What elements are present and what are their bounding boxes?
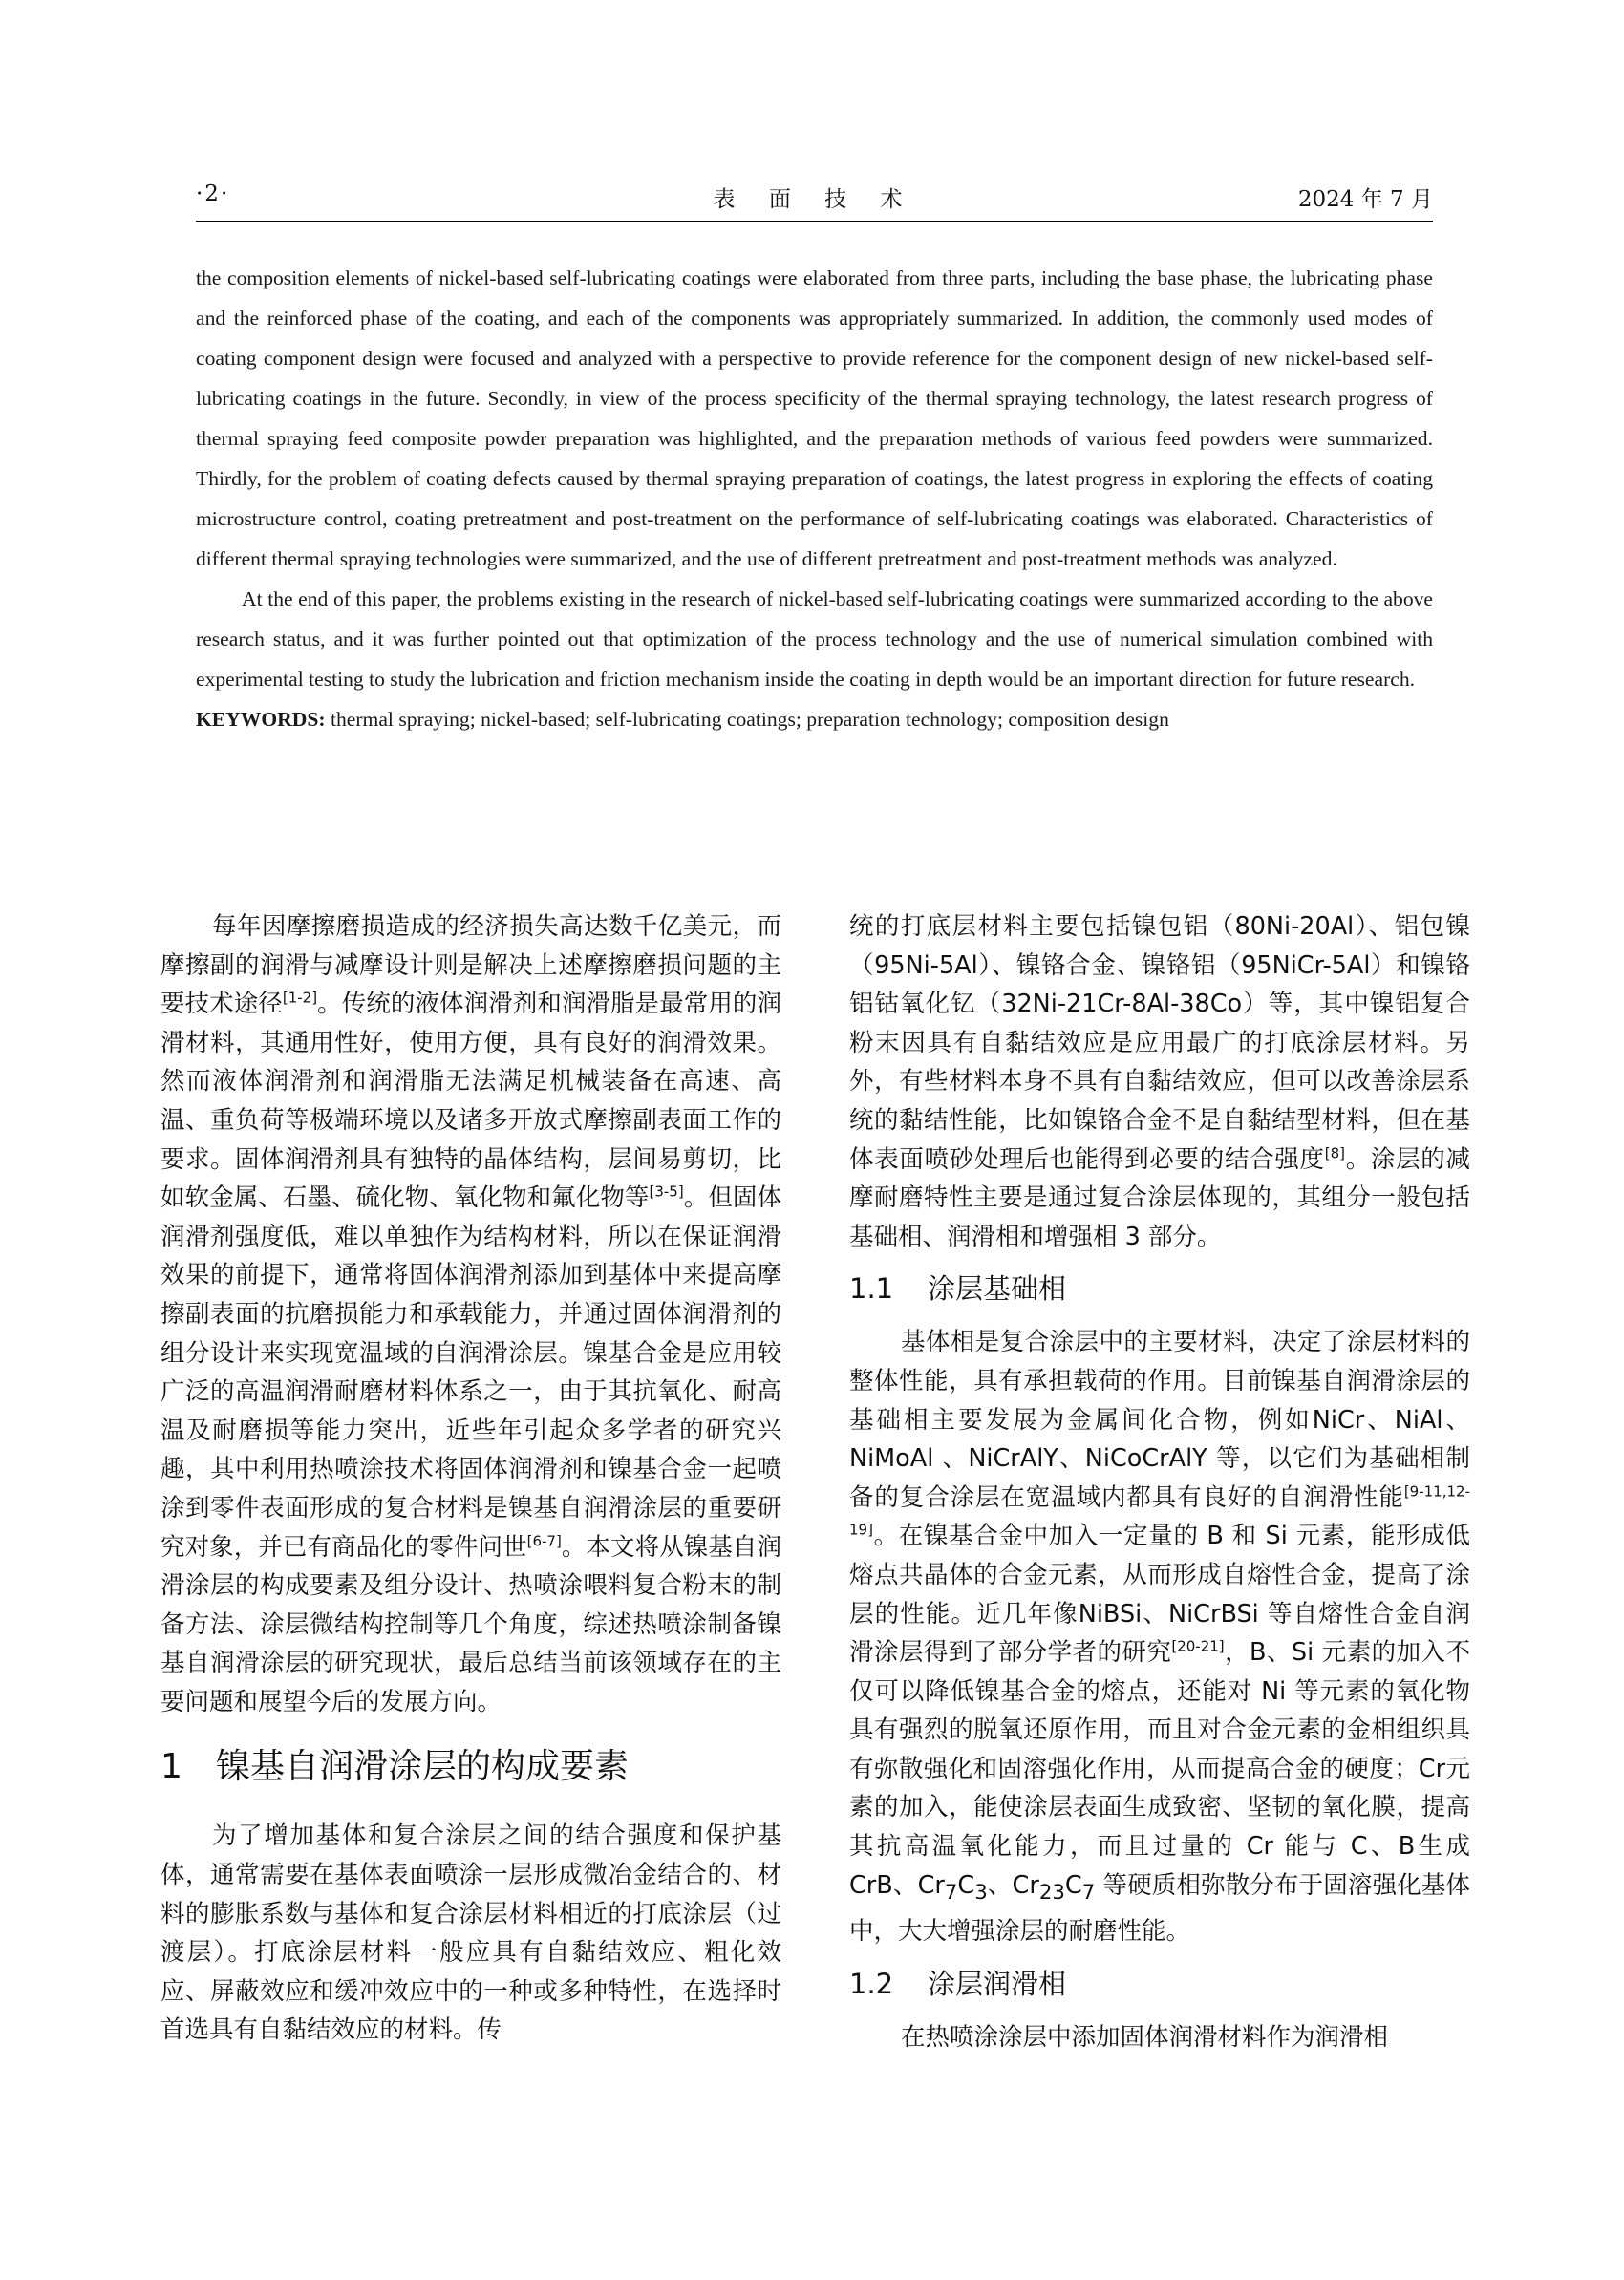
keywords-text: thermal spraying; nickel-based; self-lubricating coatings; preparation technology; composition design — [325, 708, 1169, 731]
section-paragraph: 统的打底层材料主要包括镍包铝（80Ni-20Al）、铝包镍（95Ni-5Al）、镍铬合金、镍铬铝（95NiCr-5Al）和镍铬铝钴氧化钇（32Ni-21Cr-8Al-38Co）等，其中镍铝复合粉末因具有自黏结效应是应用最广的打底涂层材料。另外，有些材料本身不具有自黏结效应，但可以改善涂层系统的黏结性能，比如镍铬合金不是自黏结型材料，但在基体表面喷砂处理后也能得到必要的结合强度[8]。涂层的减摩耐磨特性主要是通过复合涂层体现的，其组分一般包括基础相、润滑相和增强相 3 部分。 — [849, 912, 1470, 1251]
citation: [1-2] — [282, 989, 318, 1007]
subsection-number: 1.2 — [849, 1967, 894, 2000]
citation: [20-21] — [1171, 1637, 1225, 1655]
section-title: 镍基自润滑涂层的构成要素 — [216, 1747, 630, 1787]
subsection-title: 涂层润滑相 — [928, 1967, 1067, 2000]
header-rule — [196, 221, 1433, 222]
abstract-paragraph: the composition elements of nickel-based self-lubricating coatings were elaborated from three parts, including the base phase, the lubricating phase and the reinforced phase of the coating, and each of the components was appropriately summarized. In addition, the commonly used modes of coating component design were focused and analyzed with a perspective to provide reference for the component design of new nickel-based self-lubricating coatings in the future. Secondly, in view of the process specificity of the thermal spraying technology, the latest research progress of thermal spraying feed composite powder preparation was highlighted, and the preparation methods of various feed powders were summarized. Thirdly, for the problem of coating defects caused by thermal spraying preparation of coatings, the latest progress in exploring the effects of coating microstructure control, coating pretreatment and post-treatment on the performance of self-lubricating coatings was elaborated. Characteristics of different thermal spraying technologies were summarized, and the use of different pretreatment and post-treatment methods was analyzed. — [196, 266, 1433, 570]
subsection-heading-1-1 — [849, 1269, 1470, 1308]
section-paragraph: 在热喷涂涂层中添加固体润滑材料作为润滑相 — [901, 2022, 1389, 2052]
issue-date: 2024 年 7 月 — [1297, 187, 1433, 212]
subsection-title: 涂层基础相 — [928, 1272, 1067, 1306]
journal-title: 表 面 技 术 — [713, 187, 916, 212]
english-abstract — [196, 258, 1433, 739]
section-heading-1 — [160, 1746, 781, 1788]
citation: [3-5] — [649, 1183, 684, 1201]
citation: [9-11,12-19] — [849, 1482, 1470, 1539]
section-paragraph: 基体相是复合涂层中的主要材料，决定了涂层材料的整体性能，具有承担载荷的作用。目前镍基自润滑涂层的基础相主要发展为金属间化合物，例如NiCr、NiAl、NiMoAl 、NiCrAlY、NiCoCrAlY 等，以它们为基础相制备的复合涂层在宽温域内都具有良好的自润滑性能[9-11,12-19]。在镍基合金中加入一定量的 B 和 Si 元素，能形成低熔点共晶体的合金元素，从而形成自熔性合金，提高了涂层的性能。近几年像NiBSi、NiCrBSi 等自熔性合金自润滑涂层得到了部分学者的研究[20-21]，B、Si 元素的加入不仅可以降低镍基合金的熔点，还能对 Ni 等元素的氧化物具有强烈的脱氧还原作用，而且对合金元素的金相组织具有弥散强化和固溶强化作用，从而提高合金的硬度；Cr元素的加入，能使涂层表面生成致密、坚韧的氧化膜，提高其抗高温氧化能力，而且过量的 Cr 能与 C、B生成 CrB、$Cr_7C_3$、$Cr_{23}C_7$ 等硬质相弥散分布于固溶强化基体中，大大增强涂层的耐磨性能。 — [849, 1328, 1471, 1947]
citation: [6-7] — [526, 1532, 562, 1549]
page-number: ·2· — [196, 181, 230, 206]
left-column — [160, 907, 781, 2050]
keywords — [196, 699, 1433, 739]
page-header — [196, 178, 1433, 216]
intro-paragraph: 每年因摩擦磨损造成的经济损失高达数千亿美元，而摩擦副的润滑与减摩设计则是解决上述摩擦磨损问题的主要技术途径[1-2]。传统的液体润滑剂和润滑脂是最常用的润滑材料，其通用性好，使用方便，具有良好的润滑效果。然而液体润滑剂和润滑脂无法满足机械装备在高速、高温、重负荷等极端环境以及诸多开放式摩擦副表面工作的要求。固体润滑剂具有独特的晶体结构，层间易剪切，比如软金属、石墨、硫化物、氧化物和氟化物等[3-5]。但固体润滑剂强度低，难以单独作为结构材料，所以在保证润滑效果的前提下，通常将固体润滑剂添加到基体中来提高摩擦副表面的抗磨损能力和承载能力，并通过固体润滑剂的组分设计来实现宽温域的自润滑涂层。镍基合金是应用较广泛的高温润滑耐磨材料体系之一，由于其抗氧化、耐高温及耐磨损等能力突出，近些年引起众多学者的研究兴趣，其中利用热喷涂技术将固体润滑剂和镍基合金一起喷涂到零件表面形成的复合材料是镍基自润滑涂层的重要研究对象，并已有商品化的零件问世[6-7]。本文将从镍基自润滑涂层的构成要素及组分设计、热喷涂喂料复合粉末的制备方法、涂层微结构控制等几个角度，综述热喷涂制备镍基自润滑涂层的研究现状，最后总结当前该领域存在的主要问题和展望今后的发展方向。 — [160, 912, 781, 1716]
citation: [8] — [1324, 1144, 1345, 1162]
section-number: 1 — [160, 1747, 182, 1787]
right-column — [849, 907, 1470, 2057]
keywords-label: KEYWORDS: — [196, 708, 326, 731]
subsection-heading-1-2 — [849, 1965, 1470, 2003]
section-paragraph: 为了增加基体和复合涂层之间的结合强度和保护基体，通常需要在基体表面喷涂一层形成微冶金结合的、材料的膨胀系数与基体和复合涂层材料相近的打底涂层（过渡层）。打底涂层材料一般应具有自黏结效应、粗化效应、屏蔽效应和缓冲效应中的一种或多种特性，在选择时首选具有自黏结效应的材料。传 — [160, 1822, 781, 2045]
abstract-paragraph: At the end of this paper, the problems existing in the research of nickel-based self-lubricating coatings were summarized according to the above research status, and it was further pointed out that optimization of the process technology and the use of numerical simulation combined with experimental testing to study the lubrication and friction mechanism inside the coating in depth would be an important direction for future research. — [196, 587, 1433, 691]
subsection-number: 1.1 — [849, 1272, 894, 1306]
